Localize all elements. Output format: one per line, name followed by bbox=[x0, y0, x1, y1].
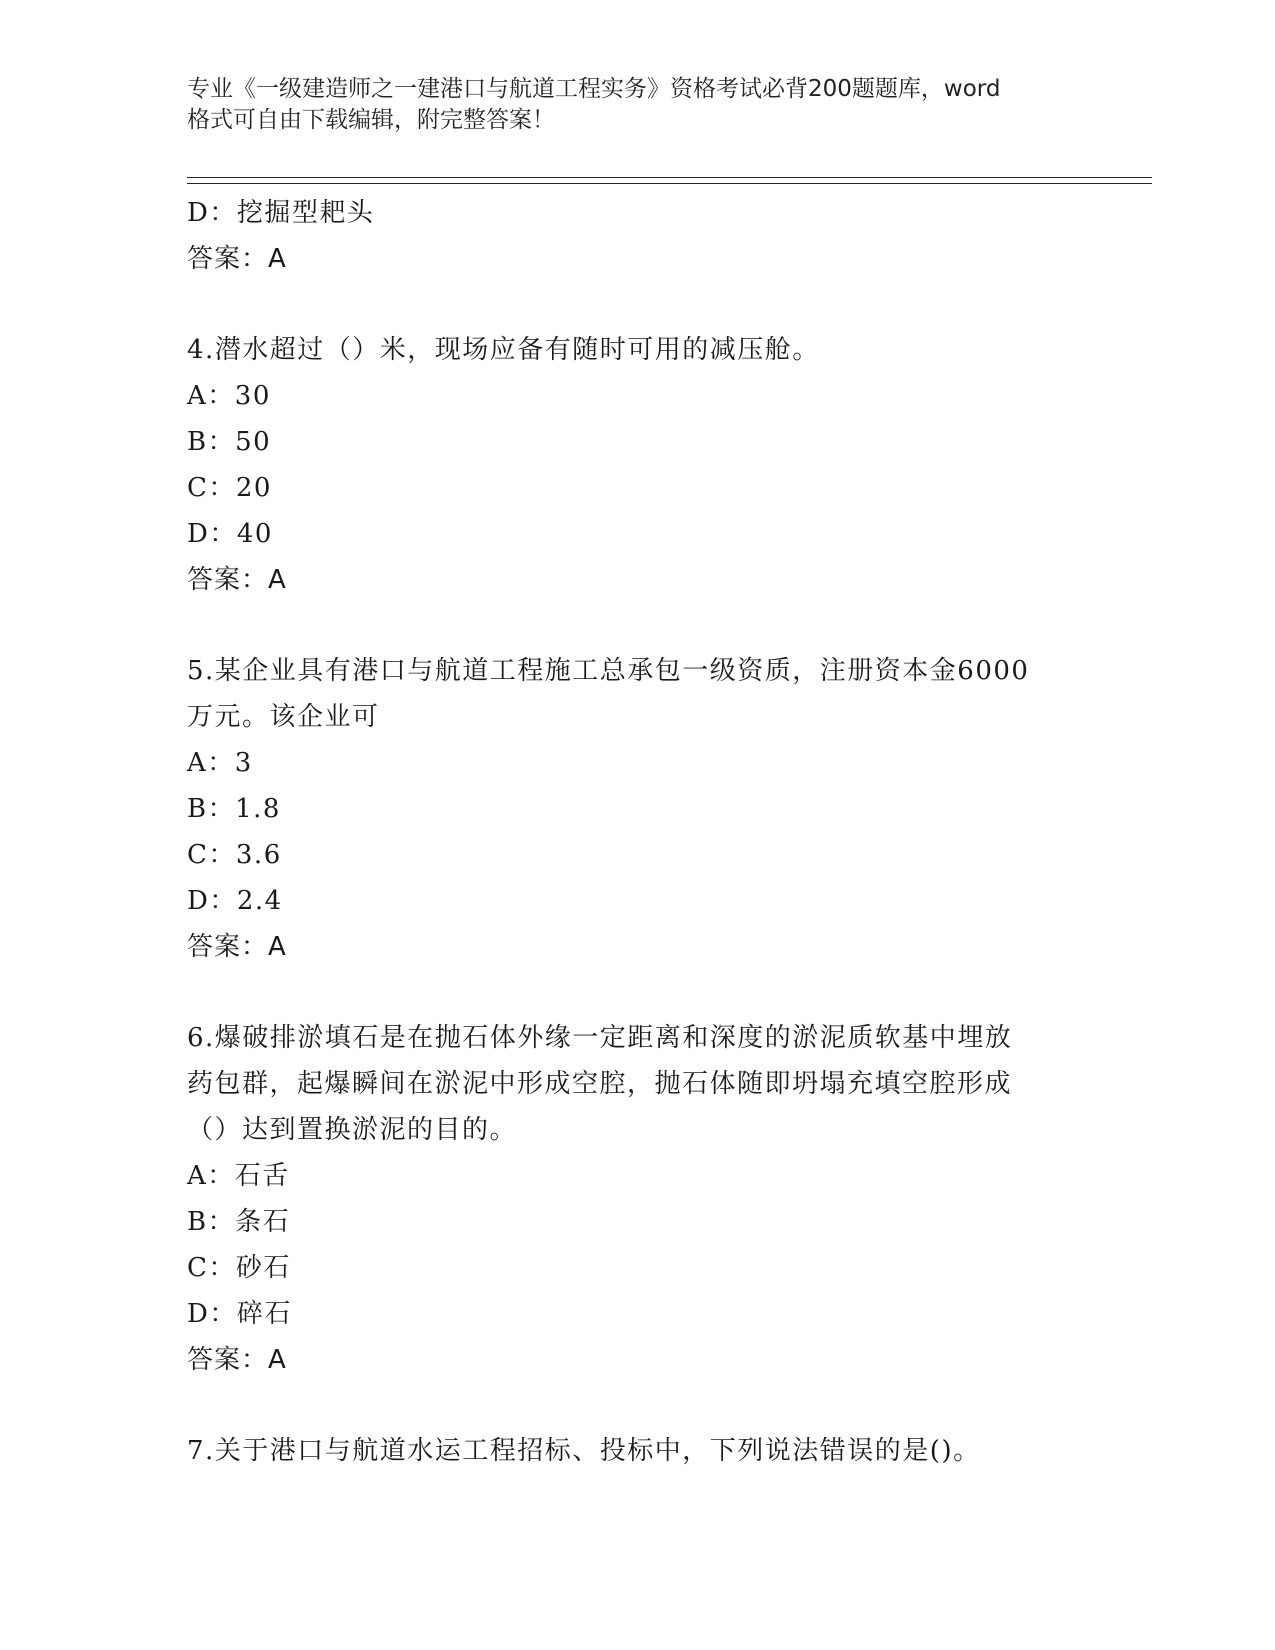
question-stem-line: 6.爆破排淤填石是在抛石体外缘一定距离和深度的淤泥质软基中埋放 bbox=[187, 1023, 1013, 1053]
question-stem-line: （）达到置换淤泥的目的。 bbox=[187, 1115, 518, 1145]
header-rule-top bbox=[187, 177, 1152, 178]
answer-line: 答案：A bbox=[187, 932, 287, 962]
header-rule-bottom bbox=[187, 183, 1152, 184]
question-stem-line: 4.潜水超过（）米，现场应备有随时可用的减压舱。 bbox=[187, 335, 820, 365]
answer-line: 答案：A bbox=[187, 565, 287, 595]
question-stem-line: 7.关于港口与航道水运工程招标、投标中，下列说法错误的是()。 bbox=[187, 1436, 981, 1466]
option-b: B：1.8 bbox=[187, 794, 281, 824]
option-c: C：砂石 bbox=[187, 1253, 291, 1283]
option-a: A：30 bbox=[187, 381, 271, 411]
question-stem-line: 药包群，起爆瞬间在淤泥中形成空腔，抛石体随即坍塌充填空腔形成 bbox=[187, 1069, 1013, 1099]
question-6 bbox=[187, 1015, 1087, 1383]
option-b: B：50 bbox=[187, 427, 272, 457]
answer-line: 答案：A bbox=[187, 244, 287, 274]
option-c: C：20 bbox=[187, 473, 272, 503]
document-header bbox=[187, 74, 1067, 136]
option-b: B：条石 bbox=[187, 1207, 291, 1237]
option-a: A：3 bbox=[187, 748, 253, 778]
option-d: D：2.4 bbox=[187, 886, 283, 916]
option-c: C：3.6 bbox=[187, 840, 282, 870]
option-d: D：碎石 bbox=[187, 1299, 292, 1329]
question-list bbox=[187, 190, 1087, 1474]
question-stem-line: 万元。该企业可 bbox=[187, 702, 380, 732]
option-d: D：挖掘型耙头 bbox=[187, 198, 375, 228]
option-a: A：石舌 bbox=[187, 1161, 290, 1191]
option-d: D：40 bbox=[187, 519, 273, 549]
header-line-1: 专业《一级建造师之一建港口与航道工程实务》资格考试必背200题题库，word bbox=[187, 76, 1001, 102]
question-7 bbox=[187, 1428, 1087, 1474]
question-stem-line: 5.某企业具有港口与航道工程施工总承包一级资质，注册资本金6000 bbox=[187, 656, 1030, 686]
question-4 bbox=[187, 327, 1087, 603]
answer-line: 答案：A bbox=[187, 1345, 287, 1375]
header-line-2: 格式可自由下载编辑，附完整答案！ bbox=[187, 107, 555, 133]
question-5 bbox=[187, 648, 1087, 970]
question-3-tail bbox=[187, 190, 1087, 282]
